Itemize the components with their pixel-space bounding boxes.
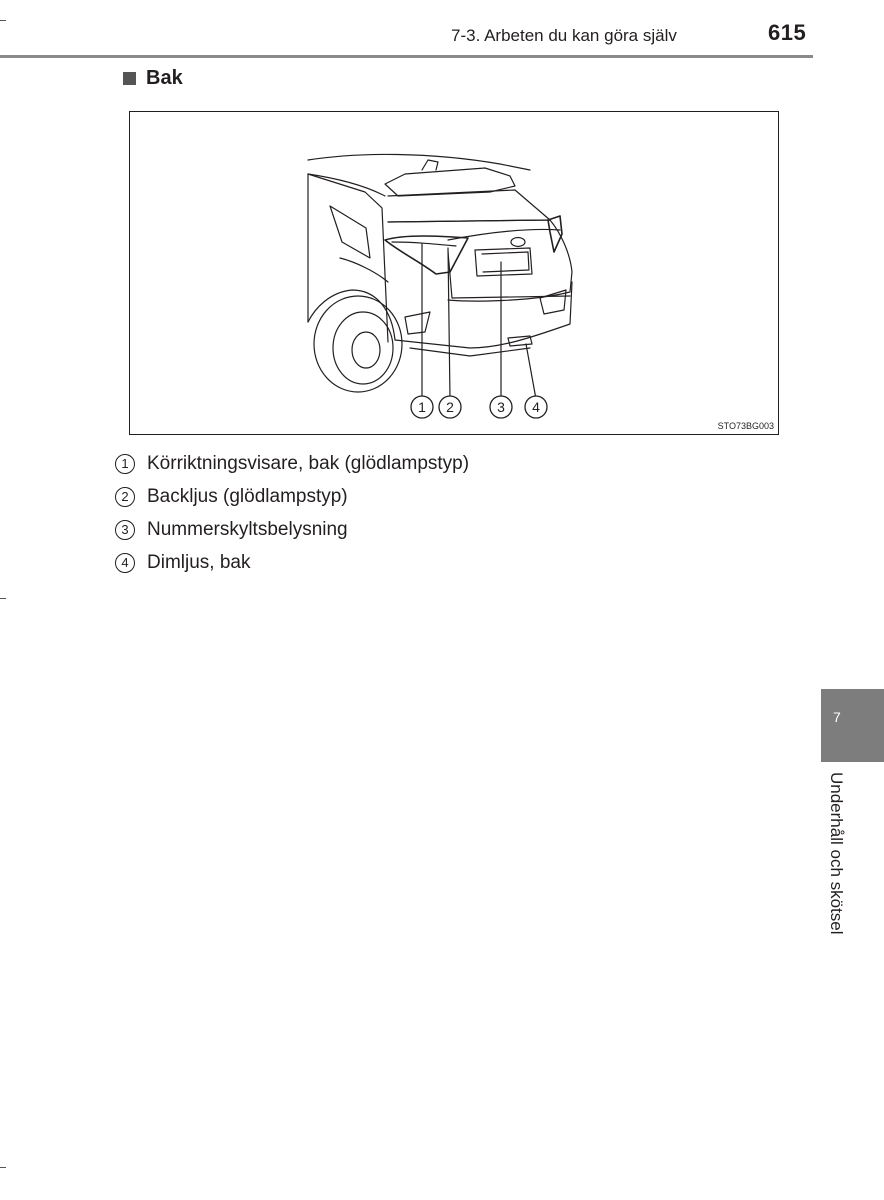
page-number: 615: [768, 20, 807, 45]
callout-3: 3: [497, 399, 505, 415]
chapter-tab: [821, 689, 884, 762]
section-heading: [123, 67, 183, 90]
chapter-title: Underhåll och skötsel: [827, 772, 846, 935]
number-badge: 2: [115, 487, 135, 507]
item-label: Körriktningsvisare, bak (glödlampstyp): [147, 452, 470, 474]
number-badge: 1: [115, 454, 135, 474]
section-title: 7-3. Arbeten du kan göra själv: [451, 26, 677, 45]
chapter-number: 7: [833, 709, 841, 725]
list-item: [115, 513, 469, 546]
list-item: [115, 447, 469, 480]
callout-2: 2: [446, 399, 454, 415]
car-rear-illustration: [129, 111, 779, 435]
crop-mark: [0, 1167, 6, 1168]
callout-4: 4: [532, 399, 540, 415]
number-badge: 4: [115, 553, 135, 573]
item-label: Nummerskyltsbelysning: [147, 518, 348, 540]
figure-code: STO73BG003: [717, 421, 774, 431]
list-item: [115, 480, 469, 513]
car-rear-drawing: [130, 112, 778, 434]
item-label: Dimljus, bak: [147, 551, 251, 573]
square-bullet-icon: [123, 72, 136, 85]
number-badge: 3: [115, 520, 135, 540]
heading-text: Bak: [146, 67, 183, 89]
item-label: Backljus (glödlampstyp): [147, 485, 348, 507]
legend-list: [115, 447, 469, 579]
crop-mark: [0, 598, 6, 599]
callout-1: 1: [418, 399, 426, 415]
list-item: [115, 546, 469, 579]
crop-mark: [0, 20, 6, 21]
header-rule: [0, 55, 813, 58]
